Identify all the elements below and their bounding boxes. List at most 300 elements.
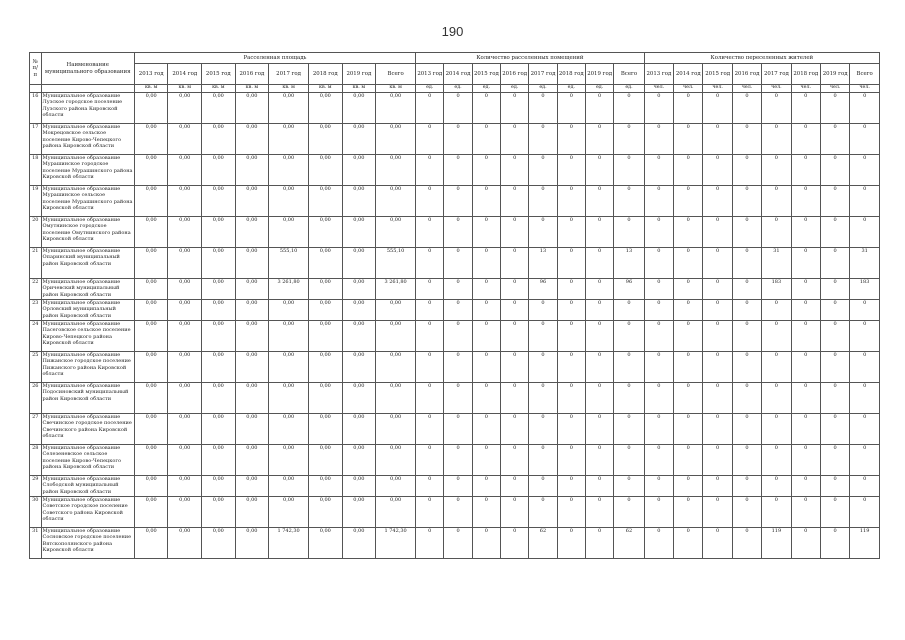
cell-premises-2: 0 <box>472 124 500 155</box>
cell-area-0: 0,00 <box>134 321 168 352</box>
cell-area-5: 0,00 <box>309 414 343 445</box>
cell-residents-0: 0 <box>644 476 673 497</box>
cell-premises-7: 0 <box>614 414 644 445</box>
cell-area-5: 0,00 <box>309 155 343 186</box>
table-row <box>30 476 880 497</box>
table-header <box>30 53 880 93</box>
header-year-residents-0: 2013 год <box>644 64 673 85</box>
cell-residents-3: 0 <box>732 93 761 124</box>
header-year-residents-6: 2019 год <box>820 64 849 85</box>
cell-premises-1: 0 <box>444 300 472 321</box>
cell-area-0: 0,00 <box>134 124 168 155</box>
header-unit-premises-7: ед. <box>614 85 644 93</box>
cell-residents-7: 0 <box>850 383 880 414</box>
cell-residents-5: 0 <box>791 217 820 248</box>
cell-premises-1: 0 <box>444 279 472 300</box>
cell-premises-5: 0 <box>557 321 585 352</box>
relocation-table-wrapper <box>29 52 880 559</box>
table-row <box>30 497 880 528</box>
table-row <box>30 383 880 414</box>
cell-residents-5: 0 <box>791 476 820 497</box>
cell-residents-5: 0 <box>791 300 820 321</box>
cell-area-3: 0,00 <box>235 383 269 414</box>
cell-residents-2: 0 <box>703 528 732 559</box>
cell-residents-7: 0 <box>850 300 880 321</box>
cell-premises-2: 0 <box>472 497 500 528</box>
header-unit-area-6: кв. м <box>342 85 376 93</box>
cell-premises-3: 0 <box>501 414 529 445</box>
cell-premises-5: 0 <box>557 528 585 559</box>
cell-premises-5: 0 <box>557 414 585 445</box>
cell-area-4: 0,00 <box>269 155 309 186</box>
cell-area-2: 0,00 <box>202 279 236 300</box>
cell-residents-6: 0 <box>820 497 849 528</box>
cell-residents-3: 0 <box>732 300 761 321</box>
cell-area-1: 0,00 <box>168 321 202 352</box>
cell-premises-4: 0 <box>529 321 557 352</box>
cell-residents-0: 0 <box>644 528 673 559</box>
header-year-area-3: 2016 год <box>235 64 269 85</box>
cell-area-3: 0,00 <box>235 414 269 445</box>
cell-residents-2: 0 <box>703 124 732 155</box>
cell-area-3: 0,00 <box>235 321 269 352</box>
cell-residents-7: 0 <box>850 414 880 445</box>
municipality-name: Муниципальное образование Слободской муниципальный район Кировской области <box>41 476 134 497</box>
cell-premises-7: 0 <box>614 155 644 186</box>
cell-premises-6: 0 <box>585 528 613 559</box>
cell-residents-4: 0 <box>762 445 791 476</box>
cell-area-1: 0,00 <box>168 248 202 279</box>
cell-premises-2: 0 <box>472 279 500 300</box>
cell-premises-3: 0 <box>501 445 529 476</box>
cell-area-0: 0,00 <box>134 445 168 476</box>
header-year-residents-3: 2016 год <box>732 64 761 85</box>
header-year-area-2: 2015 год <box>202 64 236 85</box>
cell-area-5: 0,00 <box>309 383 343 414</box>
header-unit-area-5: кв. м <box>309 85 343 93</box>
row-number: 19 <box>30 186 42 217</box>
row-number: 20 <box>30 217 42 248</box>
table-row <box>30 352 880 383</box>
row-number: 28 <box>30 445 42 476</box>
cell-area-3: 0,00 <box>235 217 269 248</box>
cell-residents-3: 0 <box>732 248 761 279</box>
cell-residents-2: 0 <box>703 321 732 352</box>
header-unit-residents-3: чел. <box>732 85 761 93</box>
cell-residents-7: 0 <box>850 124 880 155</box>
cell-premises-2: 0 <box>472 476 500 497</box>
cell-premises-6: 0 <box>585 321 613 352</box>
cell-residents-6: 0 <box>820 217 849 248</box>
header-unit-premises-3: ед. <box>501 85 529 93</box>
cell-premises-3: 0 <box>501 352 529 383</box>
cell-residents-2: 0 <box>703 217 732 248</box>
cell-residents-4: 0 <box>762 124 791 155</box>
cell-area-1: 0,00 <box>168 414 202 445</box>
cell-area-7: 0,00 <box>376 217 416 248</box>
cell-area-3: 0,00 <box>235 476 269 497</box>
municipality-name: Муниципальное образование Лузское городское поселение Лузского района Кировской области <box>41 93 134 124</box>
cell-area-6: 0,00 <box>342 321 376 352</box>
cell-premises-5: 0 <box>557 217 585 248</box>
cell-residents-1: 0 <box>674 414 703 445</box>
cell-residents-6: 0 <box>820 248 849 279</box>
cell-residents-2: 0 <box>703 352 732 383</box>
cell-area-5: 0,00 <box>309 497 343 528</box>
cell-area-6: 0,00 <box>342 248 376 279</box>
cell-residents-1: 0 <box>674 321 703 352</box>
cell-area-3: 0,00 <box>235 279 269 300</box>
cell-area-7: 0,00 <box>376 155 416 186</box>
cell-residents-2: 0 <box>703 155 732 186</box>
cell-premises-5: 0 <box>557 445 585 476</box>
cell-residents-3: 0 <box>732 321 761 352</box>
table-row <box>30 217 880 248</box>
cell-residents-4: 0 <box>762 217 791 248</box>
cell-area-1: 0,00 <box>168 217 202 248</box>
cell-area-4: 0,00 <box>269 300 309 321</box>
header-unit-area-7: кв. м <box>376 85 416 93</box>
cell-premises-2: 0 <box>472 300 500 321</box>
cell-residents-4: 183 <box>762 279 791 300</box>
header-year-premises-4: 2017 год <box>529 64 557 85</box>
cell-residents-0: 0 <box>644 124 673 155</box>
cell-area-4: 555,10 <box>269 248 309 279</box>
cell-area-6: 0,00 <box>342 497 376 528</box>
cell-area-5: 0,00 <box>309 445 343 476</box>
cell-premises-7: 0 <box>614 217 644 248</box>
cell-area-7: 0,00 <box>376 414 416 445</box>
header-year-residents-4: 2017 год <box>762 64 791 85</box>
cell-residents-1: 0 <box>674 445 703 476</box>
cell-area-2: 0,00 <box>202 383 236 414</box>
row-number: 22 <box>30 279 42 300</box>
cell-area-4: 0,00 <box>269 445 309 476</box>
cell-area-4: 0,00 <box>269 383 309 414</box>
cell-area-5: 0,00 <box>309 352 343 383</box>
cell-residents-1: 0 <box>674 93 703 124</box>
cell-residents-4: 31 <box>762 248 791 279</box>
cell-residents-6: 0 <box>820 300 849 321</box>
cell-residents-3: 0 <box>732 279 761 300</box>
header-year-premises-2: 2015 год <box>472 64 500 85</box>
cell-area-2: 0,00 <box>202 321 236 352</box>
cell-premises-5: 0 <box>557 497 585 528</box>
cell-area-2: 0,00 <box>202 497 236 528</box>
municipality-name: Муниципальное образование Подосиновский муниципальный район Кировской области <box>41 383 134 414</box>
cell-area-4: 0,00 <box>269 124 309 155</box>
cell-residents-0: 0 <box>644 383 673 414</box>
cell-residents-1: 0 <box>674 279 703 300</box>
cell-area-0: 0,00 <box>134 476 168 497</box>
cell-premises-0: 0 <box>416 321 444 352</box>
cell-premises-2: 0 <box>472 248 500 279</box>
cell-area-4: 0,00 <box>269 321 309 352</box>
cell-area-4: 0,00 <box>269 217 309 248</box>
cell-premises-4: 0 <box>529 186 557 217</box>
cell-premises-3: 0 <box>501 93 529 124</box>
cell-residents-4: 119 <box>762 528 791 559</box>
row-number: 24 <box>30 321 42 352</box>
header-residents-group: Количество переселенных жителей <box>644 53 879 64</box>
cell-premises-4: 0 <box>529 476 557 497</box>
cell-residents-6: 0 <box>820 93 849 124</box>
cell-area-3: 0,00 <box>235 445 269 476</box>
cell-premises-1: 0 <box>444 186 472 217</box>
municipality-name: Муниципальное образование Селезеневское сельское поселение Кирово-Чепецкого района Кировской области <box>41 445 134 476</box>
cell-area-7: 1 742,30 <box>376 528 416 559</box>
cell-residents-0: 0 <box>644 300 673 321</box>
cell-area-3: 0,00 <box>235 186 269 217</box>
cell-residents-5: 0 <box>791 528 820 559</box>
cell-area-6: 0,00 <box>342 93 376 124</box>
header-year-area-6: 2019 год <box>342 64 376 85</box>
cell-premises-0: 0 <box>416 93 444 124</box>
cell-residents-1: 0 <box>674 476 703 497</box>
cell-area-3: 0,00 <box>235 497 269 528</box>
cell-area-5: 0,00 <box>309 476 343 497</box>
cell-residents-4: 0 <box>762 497 791 528</box>
cell-premises-7: 0 <box>614 186 644 217</box>
cell-residents-3: 0 <box>732 414 761 445</box>
cell-premises-3: 0 <box>501 528 529 559</box>
cell-area-2: 0,00 <box>202 248 236 279</box>
relocation-table <box>29 52 880 559</box>
municipality-name: Муниципальное образование Мурашинское городское поселение Мурашинского района Кировской области <box>41 155 134 186</box>
header-year-area-1: 2014 год <box>168 64 202 85</box>
cell-premises-2: 0 <box>472 383 500 414</box>
cell-area-2: 0,00 <box>202 300 236 321</box>
cell-residents-3: 0 <box>732 217 761 248</box>
cell-residents-6: 0 <box>820 186 849 217</box>
cell-area-1: 0,00 <box>168 352 202 383</box>
cell-premises-4: 0 <box>529 217 557 248</box>
cell-area-1: 0,00 <box>168 383 202 414</box>
cell-premises-6: 0 <box>585 217 613 248</box>
cell-premises-1: 0 <box>444 528 472 559</box>
cell-area-7: 0,00 <box>376 497 416 528</box>
cell-premises-5: 0 <box>557 383 585 414</box>
cell-residents-5: 0 <box>791 414 820 445</box>
cell-residents-3: 0 <box>732 497 761 528</box>
cell-area-4: 0,00 <box>269 476 309 497</box>
cell-residents-6: 0 <box>820 445 849 476</box>
cell-premises-4: 96 <box>529 279 557 300</box>
row-number: 23 <box>30 300 42 321</box>
cell-premises-4: 0 <box>529 352 557 383</box>
cell-residents-5: 0 <box>791 93 820 124</box>
header-year-premises-0: 2013 год <box>416 64 444 85</box>
cell-residents-0: 0 <box>644 445 673 476</box>
cell-residents-6: 0 <box>820 279 849 300</box>
table-row <box>30 321 880 352</box>
cell-premises-1: 0 <box>444 414 472 445</box>
cell-premises-4: 0 <box>529 414 557 445</box>
cell-area-6: 0,00 <box>342 217 376 248</box>
header-year-residents-2: 2015 год <box>703 64 732 85</box>
cell-premises-1: 0 <box>444 383 472 414</box>
cell-premises-3: 0 <box>501 248 529 279</box>
cell-premises-3: 0 <box>501 155 529 186</box>
cell-residents-0: 0 <box>644 93 673 124</box>
row-number: 29 <box>30 476 42 497</box>
cell-residents-5: 0 <box>791 383 820 414</box>
cell-premises-7: 0 <box>614 321 644 352</box>
cell-premises-7: 0 <box>614 124 644 155</box>
cell-residents-7: 0 <box>850 186 880 217</box>
cell-residents-0: 0 <box>644 414 673 445</box>
cell-premises-0: 0 <box>416 528 444 559</box>
cell-area-1: 0,00 <box>168 155 202 186</box>
cell-residents-2: 0 <box>703 300 732 321</box>
cell-area-0: 0,00 <box>134 528 168 559</box>
cell-area-3: 0,00 <box>235 528 269 559</box>
header-unit-residents-1: чел. <box>674 85 703 93</box>
cell-area-7: 0,00 <box>376 352 416 383</box>
header-name: Наименование муниципального образования <box>41 53 134 85</box>
header-unit-residents-0: чел. <box>644 85 673 93</box>
cell-residents-7: 0 <box>850 155 880 186</box>
cell-area-0: 0,00 <box>134 155 168 186</box>
cell-premises-2: 0 <box>472 352 500 383</box>
row-number: 25 <box>30 352 42 383</box>
cell-residents-3: 0 <box>732 155 761 186</box>
cell-area-7: 0,00 <box>376 445 416 476</box>
cell-residents-4: 0 <box>762 321 791 352</box>
cell-residents-7: 183 <box>850 279 880 300</box>
cell-premises-1: 0 <box>444 321 472 352</box>
cell-residents-2: 0 <box>703 186 732 217</box>
cell-premises-1: 0 <box>444 352 472 383</box>
header-year-area-4: 2017 год <box>269 64 309 85</box>
cell-area-5: 0,00 <box>309 93 343 124</box>
cell-premises-6: 0 <box>585 497 613 528</box>
cell-premises-3: 0 <box>501 186 529 217</box>
cell-area-2: 0,00 <box>202 414 236 445</box>
cell-premises-0: 0 <box>416 186 444 217</box>
header-no: № п/п <box>30 53 42 85</box>
cell-residents-4: 0 <box>762 300 791 321</box>
header-year-area-7: Всего <box>376 64 416 85</box>
cell-area-6: 0,00 <box>342 383 376 414</box>
row-number: 21 <box>30 248 42 279</box>
cell-premises-4: 0 <box>529 155 557 186</box>
cell-area-6: 0,00 <box>342 155 376 186</box>
cell-premises-3: 0 <box>501 476 529 497</box>
cell-area-6: 0,00 <box>342 279 376 300</box>
cell-residents-4: 0 <box>762 93 791 124</box>
cell-residents-7: 0 <box>850 217 880 248</box>
cell-area-7: 0,00 <box>376 124 416 155</box>
cell-premises-1: 0 <box>444 476 472 497</box>
municipality-name: Муниципальное образование Советское городское поселение Советского района Кировской области <box>41 497 134 528</box>
cell-residents-1: 0 <box>674 155 703 186</box>
table-row <box>30 279 880 300</box>
header-year-area-0: 2013 год <box>134 64 168 85</box>
cell-area-1: 0,00 <box>168 445 202 476</box>
cell-premises-0: 0 <box>416 383 444 414</box>
cell-area-1: 0,00 <box>168 476 202 497</box>
header-unit-area-2: кв. м <box>202 85 236 93</box>
cell-premises-2: 0 <box>472 155 500 186</box>
cell-residents-6: 0 <box>820 476 849 497</box>
cell-residents-1: 0 <box>674 383 703 414</box>
cell-residents-1: 0 <box>674 248 703 279</box>
cell-residents-0: 0 <box>644 279 673 300</box>
cell-premises-2: 0 <box>472 217 500 248</box>
cell-premises-1: 0 <box>444 217 472 248</box>
header-unit-premises-6: ед. <box>585 85 613 93</box>
cell-area-2: 0,00 <box>202 124 236 155</box>
cell-residents-0: 0 <box>644 497 673 528</box>
row-number: 16 <box>30 93 42 124</box>
cell-residents-7: 31 <box>850 248 880 279</box>
cell-premises-0: 0 <box>416 352 444 383</box>
cell-premises-0: 0 <box>416 300 444 321</box>
cell-area-2: 0,00 <box>202 155 236 186</box>
cell-area-4: 0,00 <box>269 497 309 528</box>
cell-area-3: 0,00 <box>235 155 269 186</box>
header-unit-premises-1: ед. <box>444 85 472 93</box>
cell-area-2: 0,00 <box>202 445 236 476</box>
cell-area-2: 0,00 <box>202 476 236 497</box>
cell-premises-5: 0 <box>557 186 585 217</box>
cell-area-5: 0,00 <box>309 528 343 559</box>
cell-residents-1: 0 <box>674 300 703 321</box>
table-row <box>30 155 880 186</box>
cell-premises-3: 0 <box>501 124 529 155</box>
cell-residents-6: 0 <box>820 528 849 559</box>
cell-residents-4: 0 <box>762 186 791 217</box>
cell-premises-7: 96 <box>614 279 644 300</box>
cell-premises-7: 0 <box>614 497 644 528</box>
municipality-name: Муниципальное образование Свечинское городское поселение Свечинского района Кировской области <box>41 414 134 445</box>
table-row <box>30 248 880 279</box>
cell-area-2: 0,00 <box>202 528 236 559</box>
cell-premises-4: 62 <box>529 528 557 559</box>
cell-residents-2: 0 <box>703 445 732 476</box>
cell-area-4: 3 261,80 <box>269 279 309 300</box>
cell-premises-6: 0 <box>585 155 613 186</box>
row-number: 26 <box>30 383 42 414</box>
cell-area-7: 0,00 <box>376 321 416 352</box>
cell-area-4: 0,00 <box>269 414 309 445</box>
cell-premises-6: 0 <box>585 93 613 124</box>
cell-area-1: 0,00 <box>168 124 202 155</box>
cell-residents-2: 0 <box>703 414 732 445</box>
cell-area-1: 0,00 <box>168 279 202 300</box>
cell-area-5: 0,00 <box>309 279 343 300</box>
cell-residents-6: 0 <box>820 383 849 414</box>
cell-area-7: 0,00 <box>376 93 416 124</box>
cell-area-1: 0,00 <box>168 93 202 124</box>
table-row <box>30 186 880 217</box>
municipality-name: Муниципальное образование Мокрецовское сельское поселение Кирово-Чепецкого района Кировской области <box>41 124 134 155</box>
cell-area-6: 0,00 <box>342 186 376 217</box>
cell-premises-7: 0 <box>614 352 644 383</box>
cell-area-2: 0,00 <box>202 186 236 217</box>
cell-residents-2: 0 <box>703 279 732 300</box>
cell-area-2: 0,00 <box>202 352 236 383</box>
cell-residents-0: 0 <box>644 352 673 383</box>
header-unit-residents-4: чел. <box>762 85 791 93</box>
cell-residents-2: 0 <box>703 497 732 528</box>
cell-residents-0: 0 <box>644 186 673 217</box>
cell-residents-7: 0 <box>850 321 880 352</box>
cell-residents-6: 0 <box>820 321 849 352</box>
row-number: 31 <box>30 528 42 559</box>
header-area-group: Расселенная площадь <box>134 53 415 64</box>
